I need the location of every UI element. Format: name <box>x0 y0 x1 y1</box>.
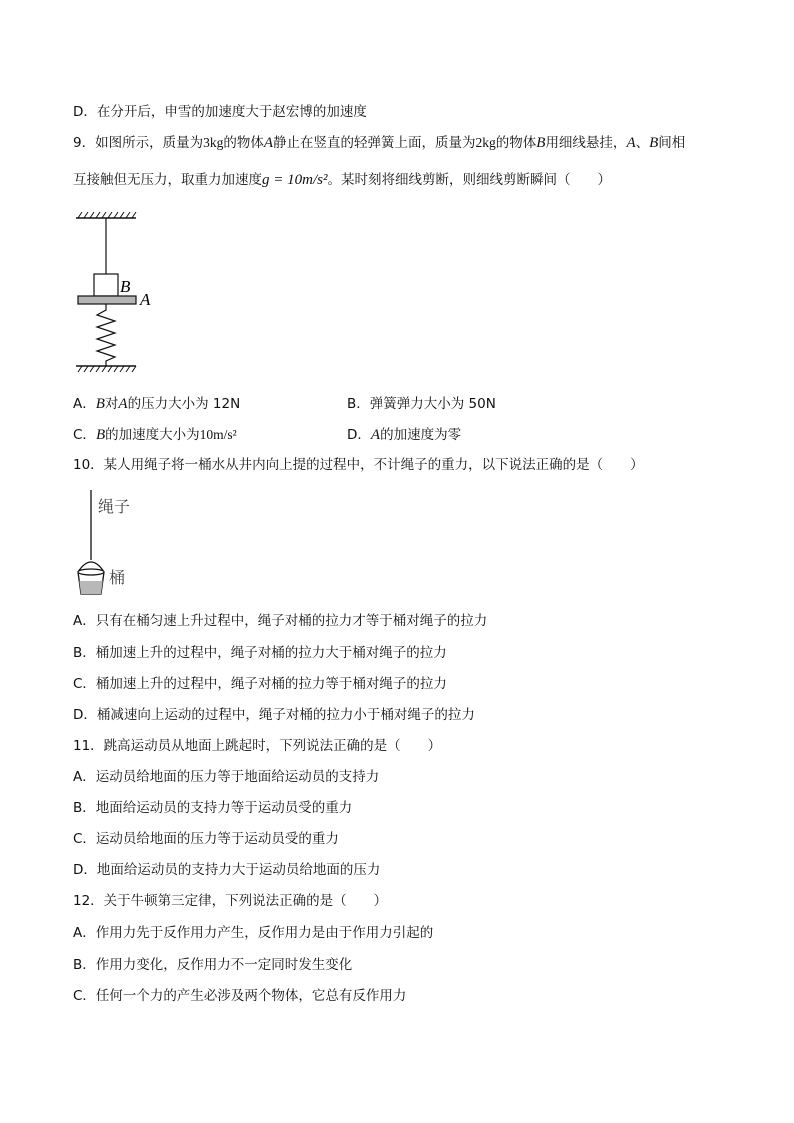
q11-option-c: C．运动员给地面的压力等于运动员受的重力 <box>73 831 339 847</box>
q12-stem: 12．关于牛顿第三定律，下列说法正确的是（ ） <box>73 893 388 909</box>
q9-stem-line2: 互接触但无压力，取重力加速度g = 10m/s²。某时刻将细线剪断，则细线剪断瞬间（ ） <box>73 172 611 188</box>
q11-option-d: D．地面给运动员的支持力大于运动员给地面的压力 <box>73 862 381 878</box>
q10-fig-rope-label: 绳子 <box>98 497 131 516</box>
q9-fig-label-b: B <box>120 277 131 296</box>
q8-option-d: D．在分开后，申雪的加速度大于赵宏博的加速度 <box>73 104 367 120</box>
q10-stem: 10．某人用绳子将一桶水从井内向上提的过程中，不计绳子的重力，以下说法正确的是（ ） <box>73 457 644 473</box>
q12-option-a: A．作用力先于反作用力产生，反作用力是由于作用力引起的 <box>73 925 434 941</box>
q10-option-b: B．桶加速上升的过程中，绳子对桶的拉力大于桶对绳子的拉力 <box>73 645 447 661</box>
q11-option-b: B．地面给运动员的支持力等于运动员受的重力 <box>73 800 353 816</box>
q11-stem: 11．跳高运动员从地面上跳起时，下列说法正确的是（ ） <box>73 738 442 754</box>
q10-option-c: C．桶加速上升的过程中，绳子对桶的拉力等于桶对绳子的拉力 <box>73 676 447 692</box>
q9-option-b: B．弹簧弹力大小为 50N <box>347 396 496 412</box>
q12-option-c: C．任何一个力的产生必涉及两个物体，它总有反作用力 <box>73 988 407 1004</box>
q9-option-d: D．A的加速度为零 <box>347 427 462 443</box>
q10-option-a: A．只有在桶匀速上升过程中，绳子对桶的拉力才等于桶对绳子的拉力 <box>73 613 488 629</box>
q9-option-c: C．B的加速度大小为10m/s² <box>73 427 237 443</box>
q9-spring-figure <box>70 208 170 378</box>
q9-fig-label-a: A <box>140 290 151 309</box>
q10-bucket-figure <box>70 488 160 600</box>
q12-option-b: B．作用力变化，反作用力不一定同时发生变化 <box>73 957 353 973</box>
q9-option-a: A．B对A的压力大小为 12N <box>73 396 241 412</box>
q10-option-d: D．桶减速向上运动的过程中，绳子对桶的拉力小于桶对绳子的拉力 <box>73 707 475 723</box>
q11-option-a: A．运动员给地面的压力等于地面给运动员的支持力 <box>73 769 380 785</box>
q9-stem-line1: 9．如图所示，质量为3kg的物体A静止在竖直的轻弹簧上面，质量为2kg的物体B用细线悬挂，A、B间相 <box>73 135 686 151</box>
q10-fig-bucket-label: 桶 <box>109 568 126 587</box>
